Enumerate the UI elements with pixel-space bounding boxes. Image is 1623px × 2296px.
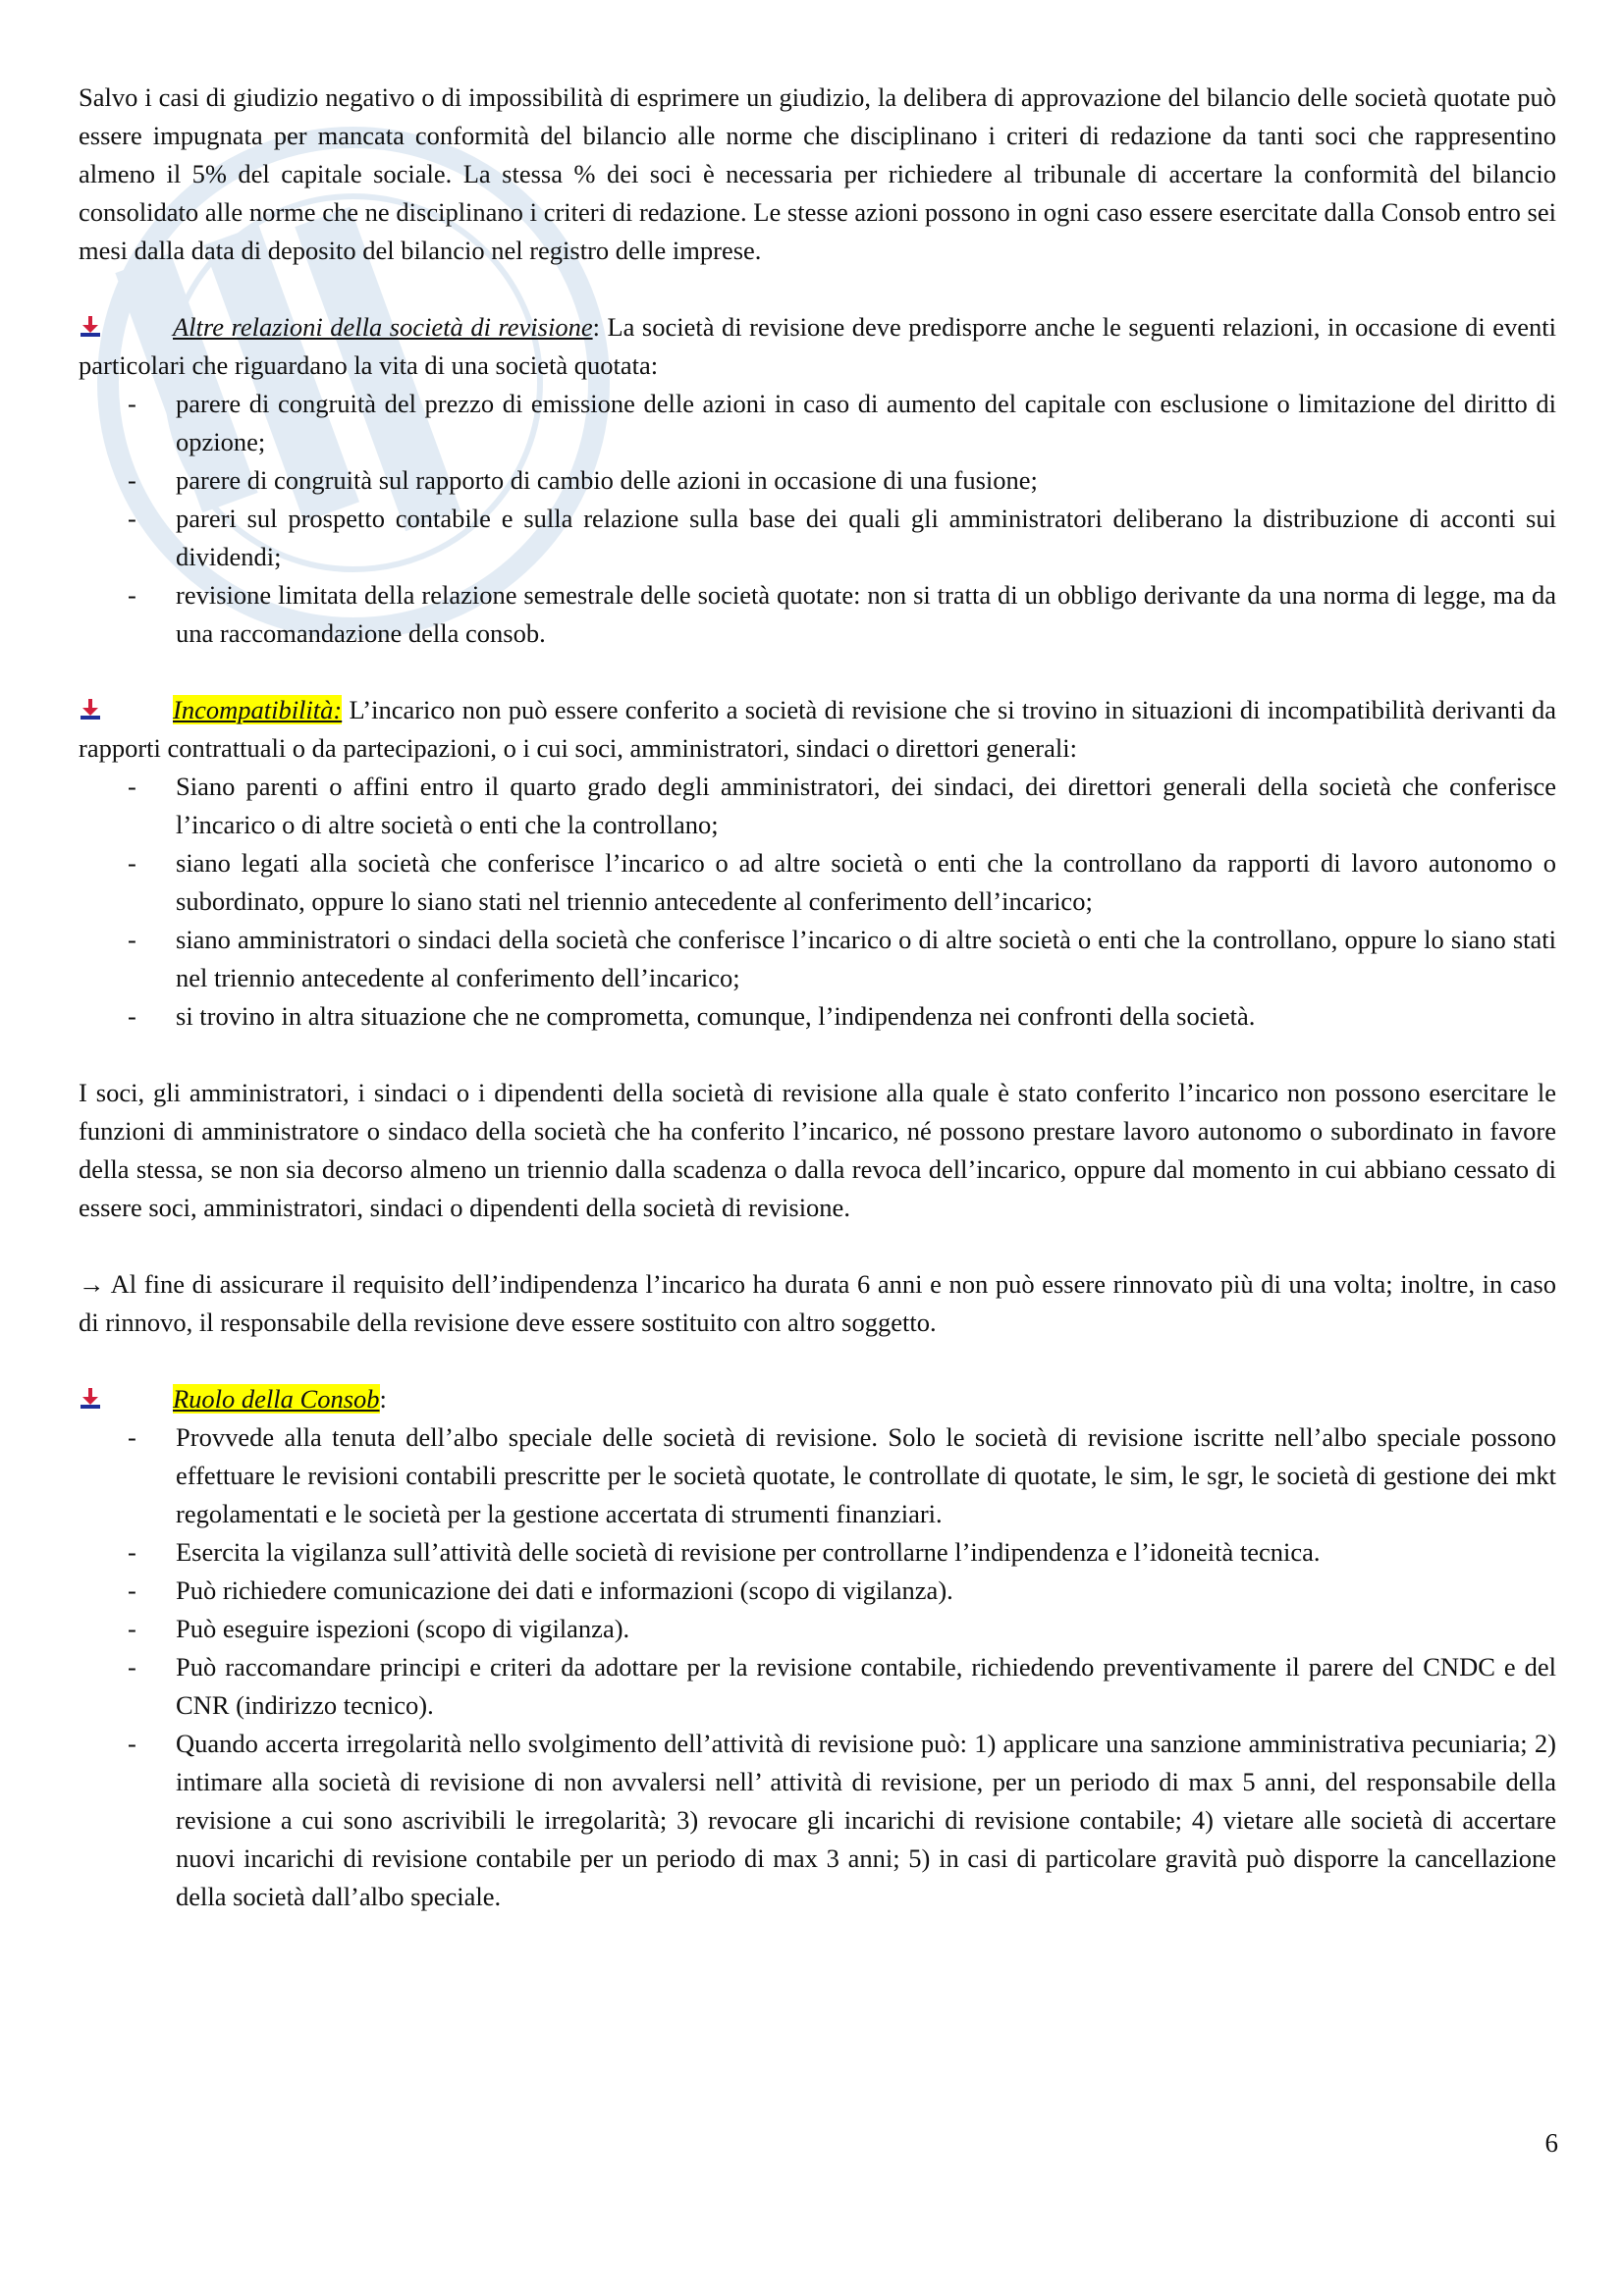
list-item: - Provvede alla tenuta dell’albo speciale delle società di revisione. Solo le società di revisione iscritte nell’albo speciale possono effettuare le revisioni contabili prescritte per le società quotate, le controllate di quotate, le sim, le sgr, le società di gestione dei mkt regolamentati e le società per la gestione accertata di strumenti finanziari. (79, 1418, 1556, 1533)
list-item: - Può raccomandare principi e criteri da adottare per la revisione contabile, richiedendo preventivamente il parere del CNDC e del CNR (indirizzo tecnico). (79, 1648, 1556, 1725)
arrow-bullet-icon (81, 1388, 100, 1410)
section-intro (79, 308, 1556, 385)
list-item: - Siano parenti o affini entro il quarto grado degli amministratori, dei sindaci, dei direttori generali della società che conferisce l’incarico o di altre società o enti che la controllano; (79, 768, 1556, 844)
section-title: Incompatibilità: (173, 695, 343, 724)
section-altre-relazioni (79, 308, 1556, 653)
section-text: L’incarico non può essere conferito a società di revisione che si trovino in situazioni di incompatibilità derivanti da rapporti contrattuali o da partecipazioni, o i cui soci, amministratori, sindaci o direttori generali: (79, 695, 1556, 763)
list-item: - Esercita la vigilanza sull’attività delle società di revisione per controllarne l’indipendenza e l’idoneità tecnica. (79, 1533, 1556, 1572)
list-item: - si trovino in altra situazione che ne comprometta, comunque, l’indipendenza nei confronti della società. (79, 997, 1556, 1036)
list-item: - Quando accerta irregolarità nello svolgimento dell’attività di revisione può: 1) applicare una sanzione amministrativa pecuniaria; 2) intimare alla società di revisione di non avvalersi nell’ attività di revisione, per un periodo di max 5 anni, del responsabile della revisione a cui sono ascrivibili le irregolarità; 3) revocare gli incarichi di revisione contabile; 4) vietare alle società di accertare nuovi incarichi di revisione contabile per un periodo di max 3 anni; 5) in casi di particolare gravità può disporre la cancellazione della società dall’albo speciale. (79, 1725, 1556, 1916)
section-title: Ruolo della Consob (173, 1384, 380, 1414)
section-text: : (379, 1384, 387, 1414)
list-item: - pareri sul prospetto contabile e sulla relazione sulla base dei quali gli amministratori deliberano la distribuzione di acconti sui dividendi; (79, 500, 1556, 576)
section-intro (79, 1380, 1556, 1418)
intro-paragraph: Salvo i casi di giudizio negativo o di impossibilità di esprimere un giudizio, la delibera di approvazione del bilancio delle società quotate può essere impugnata per mancata conformità del bilancio alle norme che disciplinano i criteri di redazione da tanti soci che rappresentino almeno il 5% del capitale sociale. La stessa % dei soci è necessaria per richiedere al tribunale di accertare la conformità del bilancio consolidato alle norme che ne disciplinano i criteri di redazione. Le stesse azioni possono in ogni caso essere esercitate dalla Consob entro sei mesi dalla data di deposito del bilancio nel registro delle imprese. (79, 82, 1556, 265)
list-item: - parere di congruità sul rapporto di cambio delle azioni in occasione di una fusione; (79, 461, 1556, 500)
list-item: - siano legati alla società che conferisce l’incarico o ad altre società o enti che la controllano da rapporti di lavoro autonomo o subordinato, oppure lo siano stati nel triennio antecedente al conferimento dell’incarico; (79, 844, 1556, 921)
list-item: - Può eseguire ispezioni (scopo di vigilanza). (79, 1610, 1556, 1648)
arrow-bullet-icon (81, 316, 100, 338)
document-page (79, 79, 1556, 1916)
arrow-paragraph: → Al fine di assicurare il requisito dell’indipendenza l’incarico ha durata 6 anni e non può essere rinnovato più di una volta; inoltre, in caso di rinnovo, il responsabile della revisione deve essere sostituito con altro soggetto. (79, 1269, 1556, 1337)
list-item: - parere di congruità del prezzo di emissione delle azioni in caso di aumento del capitale con esclusione o limitazione del diritto di opzione; (79, 385, 1556, 461)
dash-list (79, 768, 1556, 1036)
section-ruolo-consob (79, 1380, 1556, 1916)
section-text: : La società di revisione deve predisporre anche le seguenti relazioni, in occasione di eventi particolari che riguardano la vita di una società quotata: (79, 312, 1556, 380)
dash-list (79, 1418, 1556, 1916)
arrow-bullet-icon (81, 699, 100, 721)
page-number: 6 (1544, 2128, 1558, 2158)
section-intro (79, 691, 1556, 768)
list-item: - siano amministratori o sindaci della società che conferisce l’incarico o di altre società o enti che la controllano, oppure lo siano stati nel triennio antecedente al conferimento dell’incarico; (79, 921, 1556, 997)
list-item: - Può richiedere comunicazione dei dati e informazioni (scopo di vigilanza). (79, 1572, 1556, 1610)
incompat-paragraph: I soci, gli amministratori, i sindaci o i dipendenti della società di revisione alla quale è stato conferito l’incarico non possono esercitare le funzioni di amministratore o sindaco della società che ha conferito l’incarico, né possono prestare lavoro autonomo o subordinato in favore della stessa, se non sia decorso almeno un triennio dalla scadenza o dalla revoca dell’incarico, oppure dal momento in cui abbiano cessato di essere soci, amministratori, sindaci o dipendenti della società di revisione. (79, 1078, 1556, 1222)
section-incompatibilita (79, 691, 1556, 1036)
list-item: - revisione limitata della relazione semestrale delle società quotate: non si tratta di un obbligo derivante da una norma di legge, ma da una raccomandazione della consob. (79, 576, 1556, 653)
section-title: Altre relazioni della società di revisione (173, 312, 593, 342)
dash-list (79, 385, 1556, 653)
